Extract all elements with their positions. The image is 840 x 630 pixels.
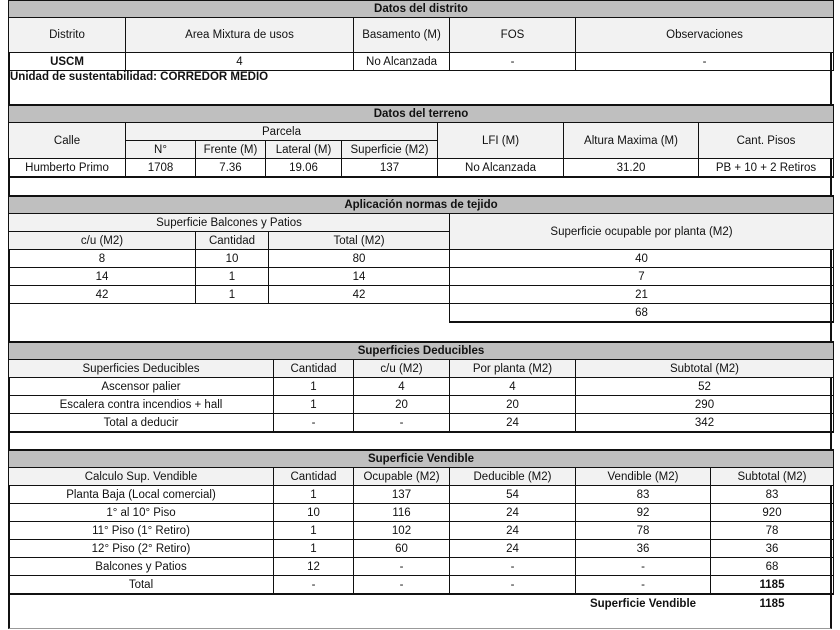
cell-subtotal: 68 — [711, 558, 834, 576]
cell-vendible: 92 — [576, 504, 711, 522]
table-row-total — [9, 576, 834, 595]
cell-total: 80 — [269, 250, 450, 268]
distrito-title: Datos del distrito — [9, 1, 834, 18]
cell-cantidad: 1 — [274, 540, 354, 558]
cell-fos: - — [450, 53, 576, 71]
table-row — [9, 486, 834, 504]
section-terreno — [8, 104, 834, 177]
cell-ocupable: 102 — [354, 522, 450, 540]
cell-item: 12° Piso (2° Retiro) — [9, 540, 274, 558]
header-calculo: Calculo Sup. Vendible — [9, 468, 274, 486]
header-subtotal: Subtotal (M2) — [711, 468, 834, 486]
cell-ocupable: 21 — [450, 286, 834, 304]
cell-cantidad: 1 — [196, 286, 269, 304]
header-observaciones: Observaciones — [576, 18, 834, 53]
cell-cantidad: 1 — [274, 486, 354, 504]
cell-cantidad: 1 — [274, 396, 354, 414]
cell-por-planta: 24 — [450, 414, 576, 433]
header-area-mixtura: Area Mixtura de usos — [126, 18, 354, 53]
cell-altura-maxima: 31.20 — [564, 159, 699, 177]
cell-cu: 8 — [9, 250, 196, 268]
cell-calle: Humberto Primo — [9, 159, 126, 177]
cell-item: Total a deducir — [9, 414, 274, 433]
cell-area-mixtura: 4 — [126, 53, 354, 71]
cell-item: 1° al 10° Piso — [9, 504, 274, 522]
cell-basamento: No Alcanzada — [354, 53, 450, 71]
header-superficie-ocupable: Superficie ocupable por planta (M2) — [450, 214, 834, 250]
header-superficie: Superficie (M2) — [342, 141, 438, 159]
table-row — [9, 414, 834, 433]
cell-cantidad: 10 — [274, 504, 354, 522]
cell-cantidad: - — [274, 414, 354, 433]
cell-ocupable: - — [354, 576, 450, 595]
cell-deducible: 24 — [450, 504, 576, 522]
cell-lfi: No Alcanzada — [438, 159, 564, 177]
cell-total: 14 — [269, 268, 450, 286]
table-row — [9, 522, 834, 540]
header-balcones-patios: Superficie Balcones y Patios — [9, 214, 450, 232]
cell-ocupable: 40 — [450, 250, 834, 268]
header-cu: c/u (M2) — [9, 232, 196, 250]
section-deducibles — [8, 341, 834, 433]
cell-frente: 7.36 — [196, 159, 266, 177]
table-row — [9, 504, 834, 522]
cell-vendible: 83 — [576, 486, 711, 504]
cell-item: Balcones y Patios — [9, 558, 274, 576]
cell-lateral: 19.06 — [266, 159, 342, 177]
table-row — [9, 250, 834, 268]
header-altura-maxima: Altura Maxima (M) — [564, 123, 699, 159]
header-superficies-deducibles: Superficies Deducibles — [9, 360, 274, 378]
cell-subtotal: 52 — [576, 378, 834, 396]
cell-subtotal: 920 — [711, 504, 834, 522]
cell-por-planta: 20 — [450, 396, 576, 414]
header-parcela: Parcela — [126, 123, 438, 141]
cell-superficie: 137 — [342, 159, 438, 177]
cell-cant-pisos: PB + 10 + 2 Retiros — [699, 159, 834, 177]
cell-subtotal: 83 — [711, 486, 834, 504]
divider — [8, 176, 834, 178]
cell-ocupable: 137 — [354, 486, 450, 504]
header-cantidad: Cantidad — [196, 232, 269, 250]
cell-distrito: USCM — [9, 53, 126, 71]
cell-subtotal: 342 — [576, 414, 834, 433]
header-fos: FOS — [450, 18, 576, 53]
cell-cantidad: 1 — [196, 268, 269, 286]
section-vendible — [8, 449, 834, 612]
section-distrito — [8, 0, 834, 71]
header-calle: Calle — [9, 123, 126, 159]
summary-label: Superficie Vendible — [589, 597, 697, 610]
terreno-title: Datos del terreno — [9, 105, 834, 123]
table-row — [9, 396, 834, 414]
cell-cu: 4 — [354, 378, 450, 396]
table-row — [9, 286, 834, 304]
cell-cantidad: 10 — [196, 250, 269, 268]
tejido-title: Aplicación normas de tejido — [9, 196, 834, 214]
header-deducible: Deducible (M2) — [450, 468, 576, 486]
cell-cu: 20 — [354, 396, 450, 414]
cell-item: 11° Piso (1° Retiro) — [9, 522, 274, 540]
cell-ocupable: - — [354, 558, 450, 576]
cell-deducible: 24 — [450, 540, 576, 558]
cell-subtotal: 78 — [711, 522, 834, 540]
cell-numero: 1708 — [126, 159, 196, 177]
cell-cantidad: 1 — [274, 378, 354, 396]
unidad-sustentabilidad-note: Unidad de sustentabilidad: CORREDOR MEDIO — [10, 71, 269, 83]
section-tejido — [8, 195, 834, 323]
summary-value: 1185 — [759, 597, 785, 610]
cell-observaciones: - — [576, 53, 834, 71]
header-lateral: Lateral (M) — [266, 141, 342, 159]
cell-deducible: - — [450, 558, 576, 576]
header-subtotal: Subtotal (M2) — [576, 360, 834, 378]
empty-cell — [9, 304, 450, 323]
table-row — [9, 378, 834, 396]
cell-subtotal: 290 — [576, 396, 834, 414]
header-total: Total (M2) — [269, 232, 450, 250]
cell-cantidad: 1 — [274, 522, 354, 540]
cell-item: Total — [9, 576, 274, 595]
cell-ocupable: 60 — [354, 540, 450, 558]
header-distrito: Distrito — [9, 18, 126, 53]
header-vendible: Vendible (M2) — [576, 468, 711, 486]
cell-cu: 42 — [9, 286, 196, 304]
cell-vendible: - — [576, 576, 711, 595]
header-cantidad: Cantidad — [274, 468, 354, 486]
header-cant-pisos: Cant. Pisos — [699, 123, 834, 159]
cell-vendible: 36 — [576, 540, 711, 558]
deducibles-title: Superficies Deducibles — [9, 342, 834, 360]
table-row — [9, 268, 834, 286]
cell-cu: 14 — [9, 268, 196, 286]
table-row — [9, 558, 834, 576]
header-cu: c/u (M2) — [354, 360, 450, 378]
vendible-title: Superficie Vendible — [9, 450, 834, 468]
cell-item: Ascensor palier — [9, 378, 274, 396]
cell-deducible: - — [450, 576, 576, 595]
cell-item: Planta Baja (Local comercial) — [9, 486, 274, 504]
cell-cantidad: 12 — [274, 558, 354, 576]
header-frente: Frente (M) — [196, 141, 266, 159]
table-row — [9, 540, 834, 558]
header-por-planta: Por planta (M2) — [450, 360, 576, 378]
cell-ocupable: 116 — [354, 504, 450, 522]
cell-ocupable-total: 68 — [450, 304, 834, 323]
cell-ocupable: 7 — [450, 268, 834, 286]
header-cantidad: Cantidad — [274, 360, 354, 378]
header-lfi: LFI (M) — [438, 123, 564, 159]
cell-deducible: 24 — [450, 522, 576, 540]
header-ocupable: Ocupable (M2) — [354, 468, 450, 486]
header-basamento: Basamento (M) — [354, 18, 450, 53]
cell-por-planta: 4 — [450, 378, 576, 396]
cell-total-subtotal: 1185 — [711, 576, 834, 595]
cell-subtotal: 36 — [711, 540, 834, 558]
cell-deducible: 54 — [450, 486, 576, 504]
cell-cu: - — [354, 414, 450, 433]
cell-item: Escalera contra incendios + hall — [9, 396, 274, 414]
cell-vendible: 78 — [576, 522, 711, 540]
cell-total: 42 — [269, 286, 450, 304]
header-numero: N° — [126, 141, 196, 159]
cell-cantidad: - — [274, 576, 354, 595]
cell-vendible: - — [576, 558, 711, 576]
